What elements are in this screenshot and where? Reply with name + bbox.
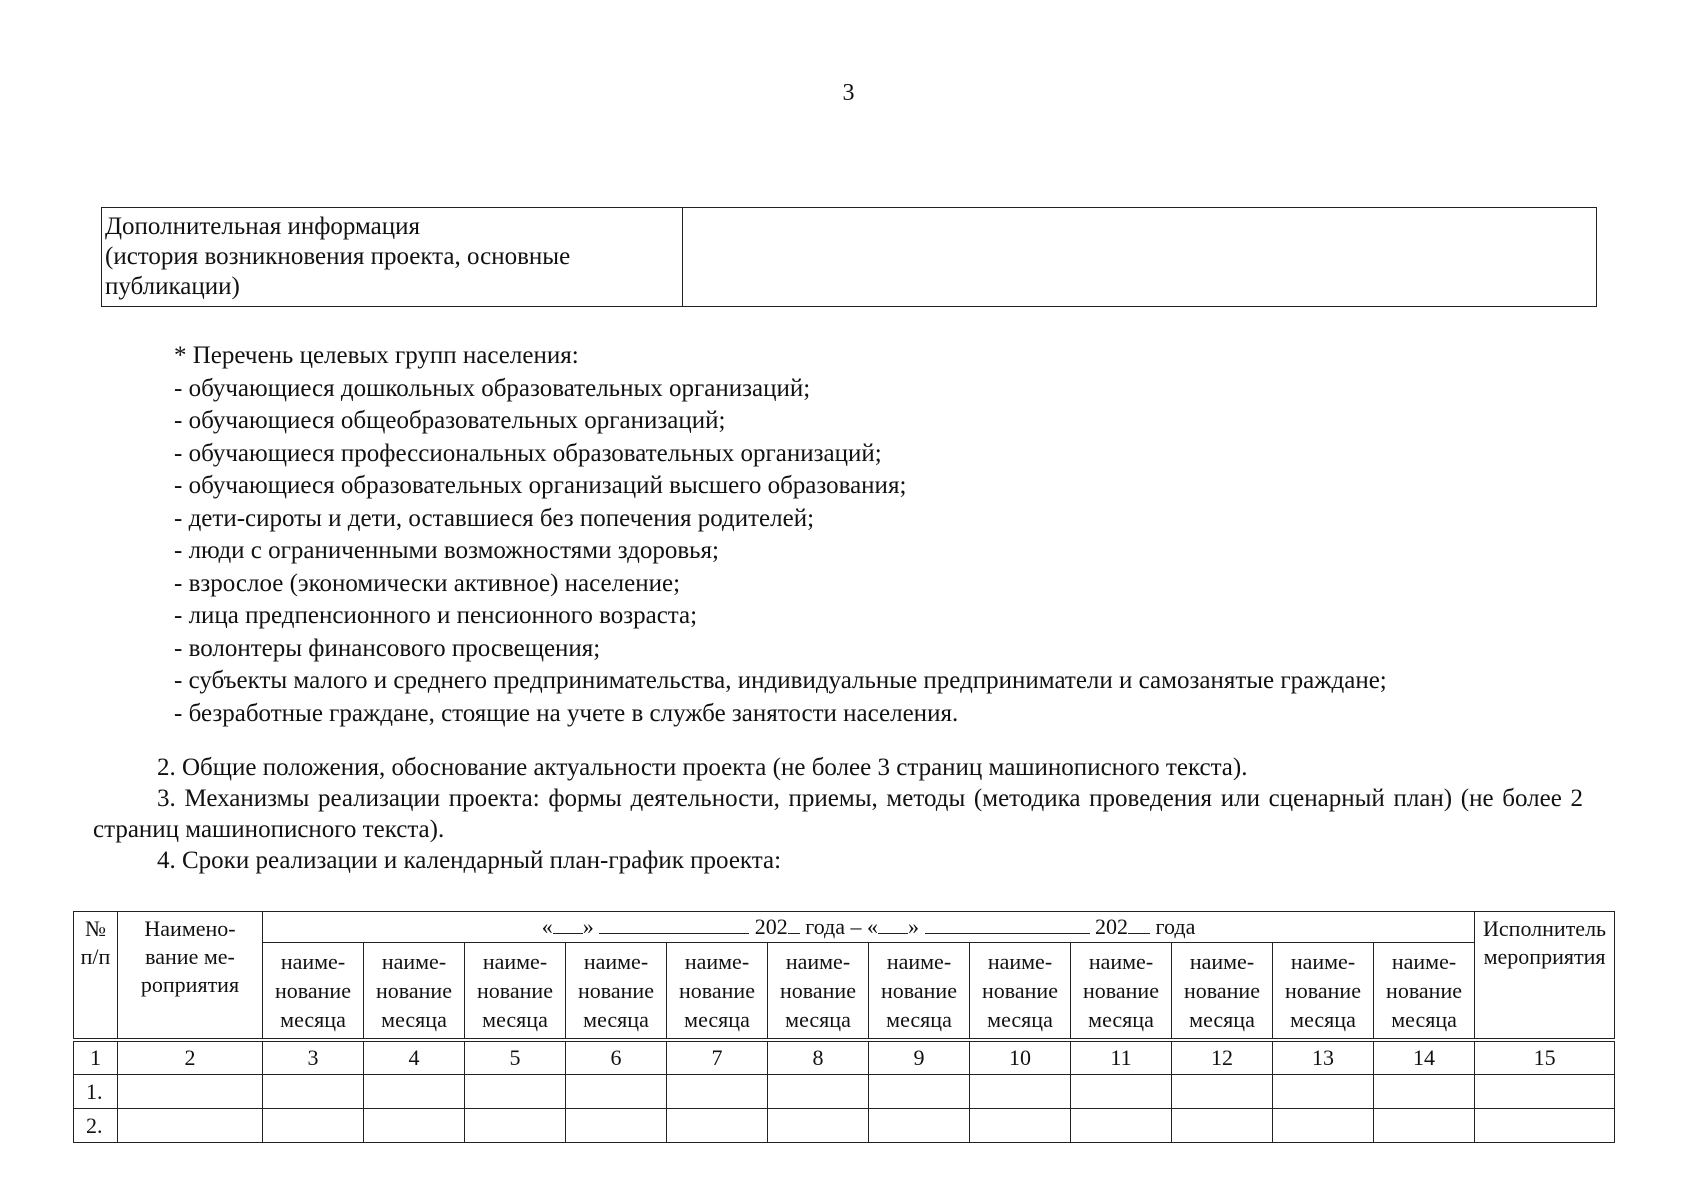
- document-sections: [93, 752, 1583, 876]
- target-group-item: - взрослое (экономически активное) население;: [174, 569, 681, 597]
- month-name-cell: наиме- нование месяца: [566, 943, 667, 1041]
- schedule-cell[interactable]: [869, 1109, 970, 1143]
- schedule-cell[interactable]: [566, 1109, 667, 1143]
- month-name-cell: наиме- нование месяца: [1172, 943, 1273, 1041]
- period-start-quote-close: »: [582, 914, 594, 939]
- schedule-cell[interactable]: [118, 1075, 263, 1109]
- schedule-cell[interactable]: [1374, 1075, 1475, 1109]
- page-number: 3: [842, 80, 855, 106]
- schedule-cell[interactable]: [1475, 1075, 1615, 1109]
- header-executor: [1475, 912, 1615, 1041]
- month-name-cell: наиме- нование месяца: [465, 943, 566, 1041]
- additional-info-label-line: (история возникновения проекта, основные: [105, 243, 571, 270]
- additional-info-label: [102, 208, 683, 307]
- schedule-cell[interactable]: [1273, 1109, 1374, 1143]
- schedule-cell[interactable]: [364, 1109, 465, 1143]
- header-period: [263, 912, 1475, 943]
- header-event-name-line: Наимено-: [144, 916, 236, 941]
- schedule-header-row: [74, 912, 1615, 943]
- schedule-months-row: [74, 943, 1615, 1041]
- target-groups-heading: * Перечень целевых групп населения:: [174, 342, 579, 369]
- period-end-quote-open: «: [867, 914, 879, 939]
- column-number: 4: [364, 1040, 465, 1075]
- month-name-cell: наиме- нование месяца: [1071, 943, 1172, 1041]
- schedule-cell[interactable]: [667, 1075, 768, 1109]
- schedule-cell[interactable]: [566, 1075, 667, 1109]
- additional-info-label-line: публикации): [105, 273, 240, 300]
- target-group-item: - обучающиеся общеобразовательных организаций;: [174, 407, 726, 434]
- schedule-data-row: [74, 1075, 1615, 1109]
- period-dash: –: [850, 914, 862, 939]
- month-name-cell: наиме- нование месяца: [768, 943, 869, 1041]
- schedule-cell[interactable]: [768, 1109, 869, 1143]
- target-group-item: - дети-сироты и дети, оставшиеся без попечения родителей;: [174, 504, 815, 532]
- column-number: 15: [1475, 1040, 1615, 1075]
- schedule-cell[interactable]: [118, 1109, 263, 1143]
- target-group-item: - субъекты малого и среднего предпринимательства, индивидуальные предприниматели и самозанятые граждане;: [174, 667, 1387, 694]
- row-number: 2.: [74, 1109, 118, 1143]
- column-number: 1: [74, 1040, 118, 1075]
- column-number: 3: [263, 1040, 364, 1075]
- month-name-cell: наиме- нование месяца: [1374, 943, 1475, 1041]
- target-group-item: - обучающиеся образовательных организаций высшего образования;: [174, 472, 907, 499]
- period-start-year: 202: [754, 914, 788, 939]
- schedule-cell[interactable]: [465, 1075, 566, 1109]
- schedule-cell[interactable]: [1475, 1109, 1615, 1143]
- row-number: 1.: [74, 1075, 118, 1109]
- schedule-cell[interactable]: [970, 1075, 1071, 1109]
- column-number: 9: [869, 1040, 970, 1075]
- target-group-item: - люди с ограниченными возможностями здоровья;: [174, 537, 719, 564]
- target-group-item: - волонтеры финансового просвещения;: [174, 634, 601, 662]
- schedule-cell[interactable]: [1071, 1075, 1172, 1109]
- column-number: 10: [970, 1040, 1071, 1075]
- header-number-line: п/п: [80, 944, 111, 969]
- section-2-text: 2. Общие положения, обоснование актуальности проекта (не более 3 страниц машинописного текста).: [157, 754, 1248, 781]
- month-name-cell: наиме- нование месяца: [263, 943, 364, 1041]
- schedule-cell[interactable]: [1172, 1109, 1273, 1143]
- target-group-item: - лица предпенсионного и пенсионного возраста;: [174, 602, 698, 629]
- schedule-cell[interactable]: [364, 1075, 465, 1109]
- month-name-cell: наиме- нование месяца: [970, 943, 1071, 1041]
- section-4-text: 4. Сроки реализации и календарный план-график проекта:: [157, 847, 782, 874]
- period-end-year: 202: [1095, 914, 1129, 939]
- schedule-data-row: [74, 1109, 1615, 1143]
- header-event-name-line: роприятия: [140, 972, 240, 997]
- schedule-cell[interactable]: [970, 1109, 1071, 1143]
- target-group-item: - обучающиеся дошкольных образовательных организаций;: [174, 374, 811, 402]
- column-number: 7: [667, 1040, 768, 1075]
- schedule-cell[interactable]: [667, 1109, 768, 1143]
- header-event-name: [118, 912, 263, 1041]
- column-number: 14: [1374, 1040, 1475, 1075]
- additional-info-value[interactable]: [683, 208, 1597, 307]
- header-event-name-line: вание ме-: [145, 944, 235, 969]
- schedule-cell[interactable]: [1071, 1109, 1172, 1143]
- column-number: 6: [566, 1040, 667, 1075]
- target-group-item: - обучающиеся профессиональных образовательных организаций;: [174, 439, 882, 467]
- section-3-text: 3. Механизмы реализации проекта: формы деятельности, приемы, методы (методика проведения или сценарный план) (не более 2 страниц машинописного текста).: [93, 785, 1583, 843]
- period-start-year-word: года: [805, 914, 846, 939]
- additional-info-table: [101, 207, 1597, 307]
- header-executor-line: Исполнитель: [1483, 916, 1607, 941]
- month-name-cell: наиме- нование месяца: [1273, 943, 1374, 1041]
- target-group-item: - безработные граждане, стоящие на учете в службе занятости населения.: [174, 699, 959, 727]
- header-executor-line: мероприятия: [1483, 944, 1606, 969]
- column-number: 12: [1172, 1040, 1273, 1075]
- schedule-cell[interactable]: [1374, 1109, 1475, 1143]
- schedule-cell[interactable]: [869, 1075, 970, 1109]
- column-number: 5: [465, 1040, 566, 1075]
- schedule-cell[interactable]: [1273, 1075, 1374, 1109]
- month-name-cell: наиме- нование месяца: [364, 943, 465, 1041]
- period-end-year-word: года: [1155, 914, 1196, 939]
- month-name-cell: наиме- нование месяца: [869, 943, 970, 1041]
- column-number: 11: [1071, 1040, 1172, 1075]
- target-groups-list: [174, 340, 1387, 730]
- additional-info-label-line: Дополнительная информация: [105, 213, 421, 240]
- month-name-cell: наиме- нование месяца: [667, 943, 768, 1041]
- schedule-cell[interactable]: [1172, 1075, 1273, 1109]
- period-start-quote-open: «: [541, 914, 553, 939]
- header-number-line: №: [85, 916, 106, 941]
- schedule-cell[interactable]: [263, 1109, 364, 1143]
- schedule-cell[interactable]: [768, 1075, 869, 1109]
- additional-info-row: [102, 208, 1597, 307]
- column-numbering-row: [74, 1040, 1615, 1075]
- header-number: [74, 912, 118, 1041]
- schedule-table: [73, 911, 1615, 1143]
- column-number: 2: [118, 1040, 263, 1075]
- schedule-cell[interactable]: [465, 1109, 566, 1143]
- column-number: 13: [1273, 1040, 1374, 1075]
- column-number: 8: [768, 1040, 869, 1075]
- period-end-quote-close: »: [908, 914, 920, 939]
- schedule-cell[interactable]: [263, 1075, 364, 1109]
